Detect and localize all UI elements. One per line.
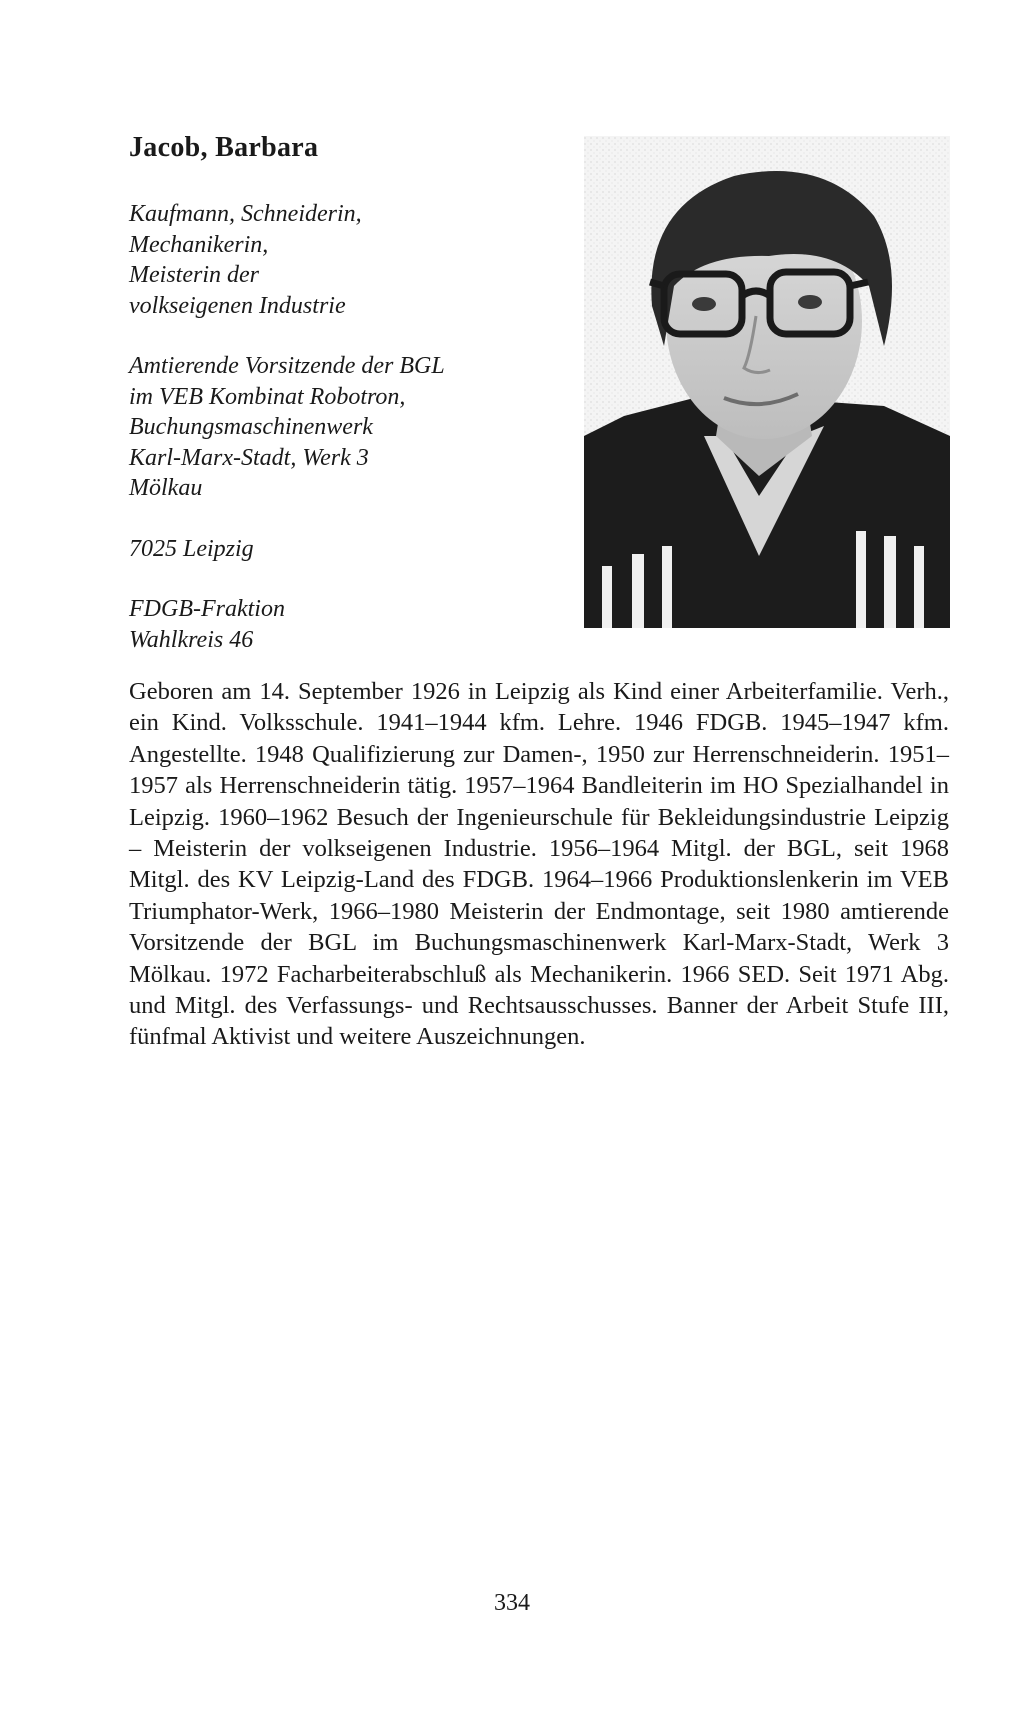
occupation-block bbox=[129, 199, 569, 321]
position-line: Mölkau bbox=[129, 475, 203, 501]
position-line: im VEB Kombinat Robotron, bbox=[129, 383, 406, 410]
page-number: 334 bbox=[494, 1590, 530, 1616]
address-block bbox=[129, 534, 569, 565]
position-line: Amtierende Vorsitzende der BGL bbox=[129, 353, 445, 379]
address: 7025 Leipzig bbox=[129, 535, 254, 562]
occupation-line: Meisterin der bbox=[129, 262, 259, 288]
position-block bbox=[129, 351, 569, 504]
constituency: Wahlkreis 46 bbox=[129, 626, 254, 653]
biography-text: Geboren am 14. September 1926 in Leipzig als Kind einer Arbeiterfamilie. Verh., ein Kind. Volksschule. 1941–1944 kfm. Lehre. 1946 FDGB. 1945–1947 kfm. Angestellte. 1948 Qualifizierung zur Damen-, 1950 zur Herrenschneiderin. 1951–1957 als Herrenschneiderin tätig. 1957–1964 Bandleiterin im HO Spezialhandel in Leipzig. 1960–1962 Besuch der Ingenieurschule für Bekleidungsindustrie Leipzig – Meisterin der volkseigenen Industrie. 1956–1964 Mitgl. der BGL, seit 1968 Mitgl. des KV Leipzig-Land des FDGB. 1964–1966 Produktionslenkerin im VEB Triumphator-Werk, 1966–1980 Meisterin der Endmontage, seit 1980 amtierende Vorsitzende der BGL im Buchungsmaschinenwerk Karl-Marx-Stadt, Werk 3 Mölkau. 1972 Facharbeiterabschluß als Mechanikerin. 1966 SED. Seit 1971 Abg. und Mitgl. des Verfassungs- und Rechtsausschusses. Banner der Arbeit Stufe III, fünfmal Aktivist und weitere Auszeichnungen. bbox=[129, 678, 949, 1051]
portrait-photo bbox=[584, 136, 950, 628]
position-line: Karl-Marx-Stadt, Werk 3 bbox=[129, 444, 369, 471]
faction-block bbox=[129, 594, 569, 655]
occupation-line: Kaufmann, Schneiderin, bbox=[129, 201, 362, 227]
occupation-line: Mechanikerin, bbox=[129, 231, 269, 258]
faction: FDGB-Fraktion bbox=[129, 596, 285, 622]
person-name: Jacob, Barbara bbox=[129, 132, 319, 163]
occupation-line: volkseigenen Industrie bbox=[129, 292, 346, 319]
position-line: Buchungsmaschinenwerk bbox=[129, 414, 373, 440]
person-info bbox=[129, 199, 569, 685]
